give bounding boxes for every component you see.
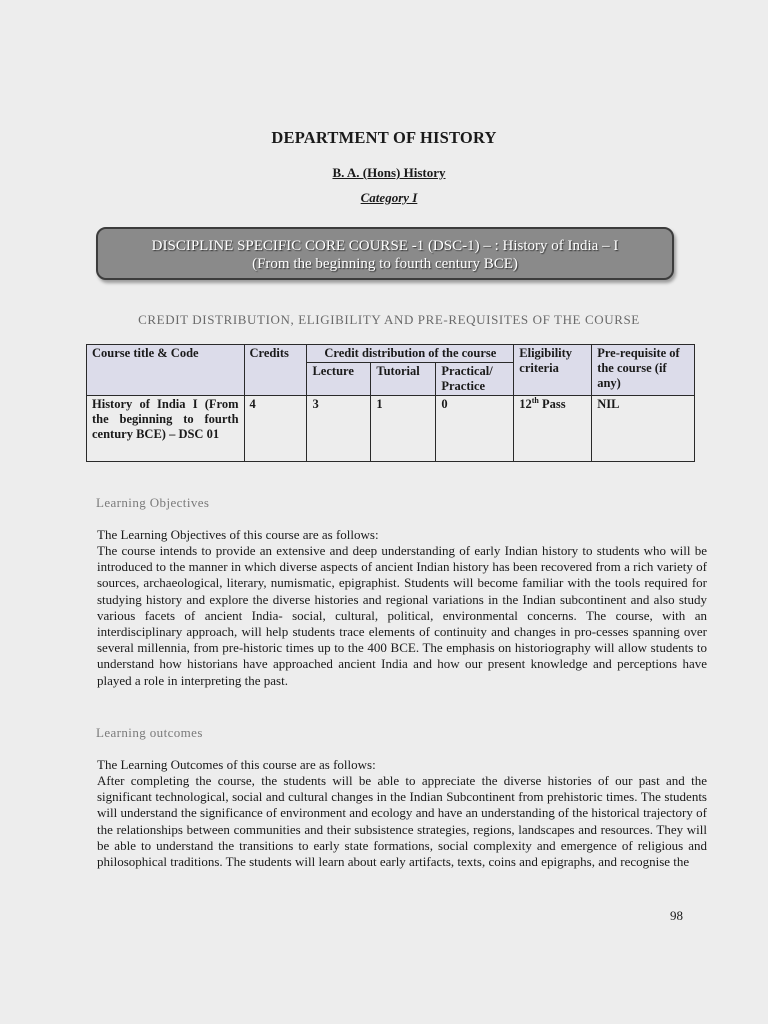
programme-title: B. A. (Hons) History bbox=[332, 165, 446, 180]
cell-prerequisite: NIL bbox=[592, 396, 695, 462]
credit-table bbox=[86, 344, 695, 462]
outcomes-heading: Learning outcomes bbox=[96, 725, 203, 740]
eligibility-number: 12 bbox=[519, 397, 532, 411]
category-title: Category I bbox=[360, 190, 418, 205]
header-course: Course title & Code bbox=[87, 345, 245, 396]
header-lecture: Lecture bbox=[307, 363, 371, 396]
table-header-row bbox=[87, 345, 695, 363]
outcomes-body: After completing the course, the students will be able to appreciate the diverse histories of our past and the significant technological, social and cultural changes in the Indian Subcontinent from prehistoric times. The students will understand the significance of environment and ecology and have an understanding of the historical trajectory of the relationships between communities and their subsistence strategies, regions, landscapes and resources. They will be able to understand the transitions to early state formations, social complexity and emergence of religious and philosophical traditions. The students will learn about early artifacts, texts, coins and epigraphs, and recognise the bbox=[97, 773, 707, 870]
department-title: DEPARTMENT OF HISTORY bbox=[271, 128, 497, 147]
course-banner bbox=[96, 227, 674, 280]
cell-credits: 4 bbox=[244, 396, 307, 462]
cell-practical: 0 bbox=[436, 396, 514, 462]
cell-eligibility bbox=[514, 396, 592, 462]
objectives-body: The course intends to provide an extensive and deep understanding of early Indian history to students who will be introduced to the manner in which diverse aspects of ancient Indian history has been recovered from a rich variety of sources, archaeological, literary, numismatic, epigraphist. Students will become familiar with the tools required for studying history and explore the diverse histories and regional variations in the Indian subcontinent and also study various facets of ancient India- social, cultural, political, environmental concerns. The course, with an interdisciplinary approach, will help students trace elements of continuity and changes in pro-cesses spanning over several millennia, from pre-historic times up to the 400 BCE. The emphasis on historiography will allow students to understand how historians have approached ancient India and how our present knowledge and perceptions have played a role in interpreting the past. bbox=[97, 543, 707, 688]
banner-line-1: DISCIPLINE SPECIFIC CORE COURSE -1 (DSC-1) – : History of India – I bbox=[151, 238, 619, 254]
eligibility-text: Pass bbox=[538, 397, 566, 411]
header-practical: Practical/ Practice bbox=[436, 363, 514, 396]
eligibility-superscript: th bbox=[531, 395, 539, 405]
cell-tutorial: 1 bbox=[371, 396, 436, 462]
objectives-intro: The Learning Objectives of this course are as follows: bbox=[97, 527, 379, 542]
header-tutorial: Tutorial bbox=[371, 363, 436, 396]
objectives-heading: Learning Objectives bbox=[96, 495, 210, 510]
cell-lecture: 3 bbox=[307, 396, 371, 462]
cell-course: History of India I (From the beginning to fourth century BCE) – DSC 01 bbox=[87, 396, 245, 462]
header-eligibility: Eligibility criteria bbox=[514, 345, 592, 396]
page-number: 98 bbox=[670, 908, 683, 923]
header-credits: Credits bbox=[244, 345, 307, 396]
outcomes-intro: The Learning Outcomes of this course are as follows: bbox=[97, 757, 376, 772]
header-distribution: Credit distribution of the course bbox=[307, 345, 514, 363]
table-row bbox=[87, 396, 695, 462]
credit-section-heading: CREDIT DISTRIBUTION, ELIGIBILITY AND PRE-REQUISITES OF THE COURSE bbox=[138, 312, 640, 327]
header-prerequisite: Pre-requisite of the course (if any) bbox=[592, 345, 695, 396]
banner-line-2: (From the beginning to fourth century BCE) bbox=[252, 256, 518, 272]
